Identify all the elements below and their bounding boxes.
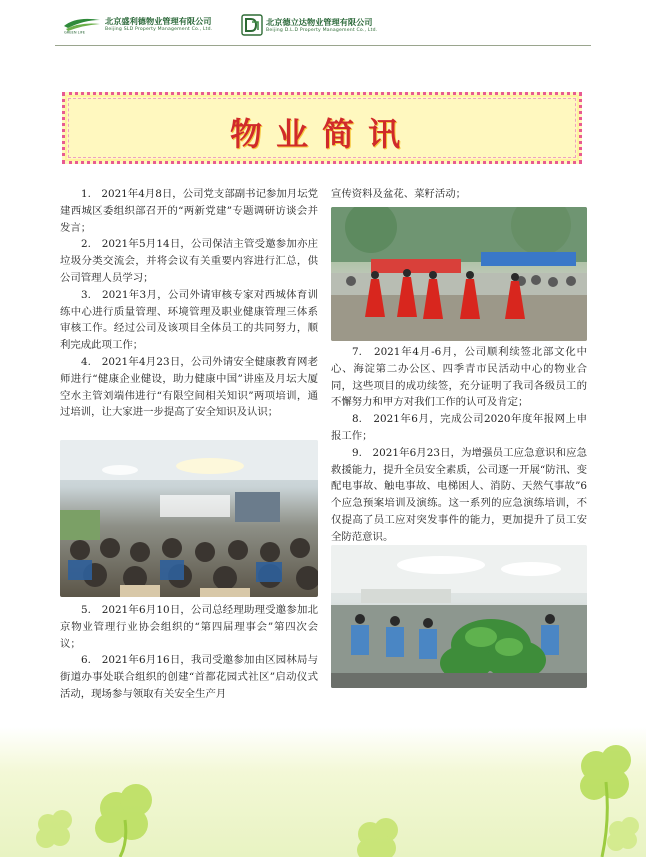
left-column-bottom <box>60 602 318 703</box>
logo-dld-chinese-name: 北京德立达物业管理有限公司 <box>266 17 373 27</box>
logo-sld-english-name: Beijing SLD Property Management Co., Ltd. <box>105 27 213 32</box>
news-item-1: 1. 2021年4月8日，公司党支部副书记参加月坛党建西城区委组织部召开的“两新党建”专题调研访谈会并发言； <box>60 188 318 234</box>
page-title: 物业简讯 <box>229 115 414 153</box>
news-item-2: 2. 2021年5月14日，公司保洁主管受邀参加亦庄垃圾分类交流会，并将会议有关重要内容进行汇总，供公司管理人员学习； <box>60 238 318 284</box>
green-life-logo-icon <box>62 14 102 34</box>
left-column-top <box>60 186 318 421</box>
training-session-photo <box>60 440 318 597</box>
svg-text:GREEN LIFE: GREEN LIFE <box>64 30 86 34</box>
company-logo-dld <box>241 14 377 36</box>
company-logo-sld <box>62 14 212 34</box>
right-column-middle <box>331 344 587 546</box>
news-item-4: 4. 2021年4月23日，公司外请安全健康教育网老师进行“健康企业健设，助力健康中国”讲座及月坛大厦空水主管刘端伟进行“有限空间相关知识”两项培训，通过培训，让大家进一步提高了安全知识及认识； <box>60 355 318 419</box>
logo-sld-chinese-name: 北京盛利德物业管理有限公司 <box>105 16 212 26</box>
logo-dld-english-name: Beijing D.L.D Property Management Co., Ltd. <box>266 28 378 33</box>
header-divider <box>55 45 591 46</box>
right-column-top <box>331 186 587 203</box>
clover-decoration-right <box>560 720 646 857</box>
news-item-6: 6. 2021年6月16日，我司受邀参加由区园林局与街道办事处联合组织的创建“首都花园式社区”启动仪式活动，现场参与领取有关安全生产月 <box>60 654 318 700</box>
news-item-3: 3. 2021年3月，公司外请审核专家对西城体育训练中心进行质量管理、环境管理及职业健康管理三体系审核工作。经过公司及该项目全体员工的共同努力，顺利完成此项工作； <box>60 288 318 352</box>
news-item-7: 7. 2021年4月-6月，公司顺利续签北部文化中心、海淀第二办公区、四季青市民活动中心的物业合同，这些项目的成功续签，充分证明了我司各级员工的不懈努力和甲方对我们工作的认可及肯定； <box>331 346 587 409</box>
news-item-9: 9. 2021年6月23日，为增强员工应急意识和应急救援能力，提升全员安全素质，公司逐一开展“防汛、变配电事故、触电事故、电梯困人、消防、天然气事故”6个应急预案培训及演练。这一系列的应急演练培训，不仅提高了员工应对突发事件的能力，更加提升了员工安全防范意识。 <box>331 446 587 543</box>
page-header <box>0 0 646 46</box>
clover-decoration-center <box>330 810 430 857</box>
title-banner <box>62 92 582 164</box>
community-event-photo <box>331 207 587 341</box>
dld-logo-icon <box>241 14 263 36</box>
news-item-6-continued: 宣传资料及盆花、菜籽活动； <box>331 188 467 200</box>
emergency-drill-photo <box>331 545 587 688</box>
news-item-5: 5. 2021年6月10日，公司总经理助理受邀参加北京物业管理行业协会组织的“第四届理事会”第四次会议； <box>60 604 318 650</box>
clover-decoration-small-left <box>20 800 90 857</box>
news-item-8: 8. 2021年6月，完成公司2020年度年报网上申报工作； <box>331 413 587 442</box>
